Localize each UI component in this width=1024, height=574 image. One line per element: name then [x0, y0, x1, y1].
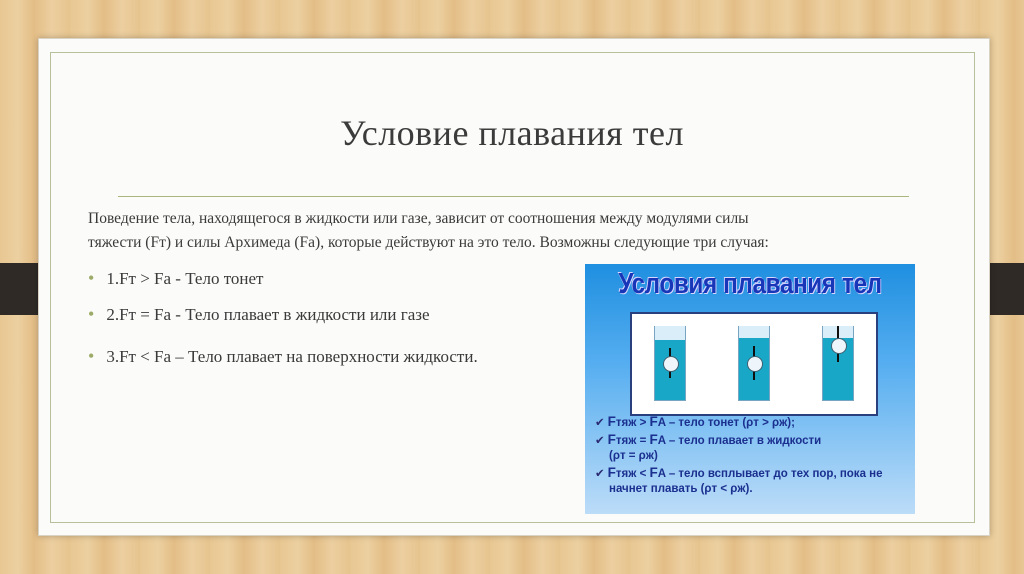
- bullet-item: [88, 346, 478, 367]
- bullet-icon: •: [88, 304, 95, 324]
- bullet-item: [88, 304, 430, 325]
- title-divider: [118, 196, 909, 197]
- picture-line: ✔ Fтяж > FA – тело тонет (ρт > ρж);: [595, 414, 795, 429]
- bullet-icon: •: [88, 346, 95, 366]
- beakers-illustration: [630, 312, 878, 416]
- slide-title: Условие плавания тел: [340, 113, 684, 153]
- beaker-floating-inside: [738, 326, 770, 401]
- picture-text: [595, 414, 910, 498]
- bullet-text: 1.Fт > Fa - Тело тонет: [106, 269, 264, 288]
- bullet-text: 3.Fт < Fa – Тело плавает на поверхности жидкости.: [106, 347, 478, 366]
- intro-line-1: Поведение тела, находящегося в жидкости или газе, зависит от соотношения между модулями силы: [88, 210, 749, 227]
- picture-line: ✔ Fтяж < FA – тело всплывает до тех пор, пока не: [595, 464, 883, 480]
- checkmark-icon: ✔: [595, 467, 605, 480]
- picture-line: (ρт = ρж): [609, 450, 658, 462]
- intro-line-2: тяжести (Fт) и силы Архимеда (Fa), которые действуют на это тело. Возможны следующие три случая:: [88, 234, 769, 251]
- picture-title: Условия плавания тел: [618, 268, 882, 300]
- bullet-text: 2.Fт = Fa - Тело плавает в жидкости или газе: [106, 305, 430, 324]
- checkmark-icon: ✔: [595, 434, 605, 447]
- picture-line: начнет плавать (ρт < ρж).: [609, 483, 753, 495]
- picture-line: ✔ Fтяж = FA – тело плавает в жидкости: [595, 431, 822, 447]
- bullet-item: [88, 268, 264, 289]
- intro-text: [88, 207, 918, 255]
- bullet-icon: •: [88, 268, 95, 288]
- beaker-floating-surface: [822, 326, 854, 401]
- checkmark-icon: ✔: [595, 417, 605, 429]
- beaker-sinking: [654, 326, 686, 401]
- floating-conditions-picture: [585, 264, 915, 514]
